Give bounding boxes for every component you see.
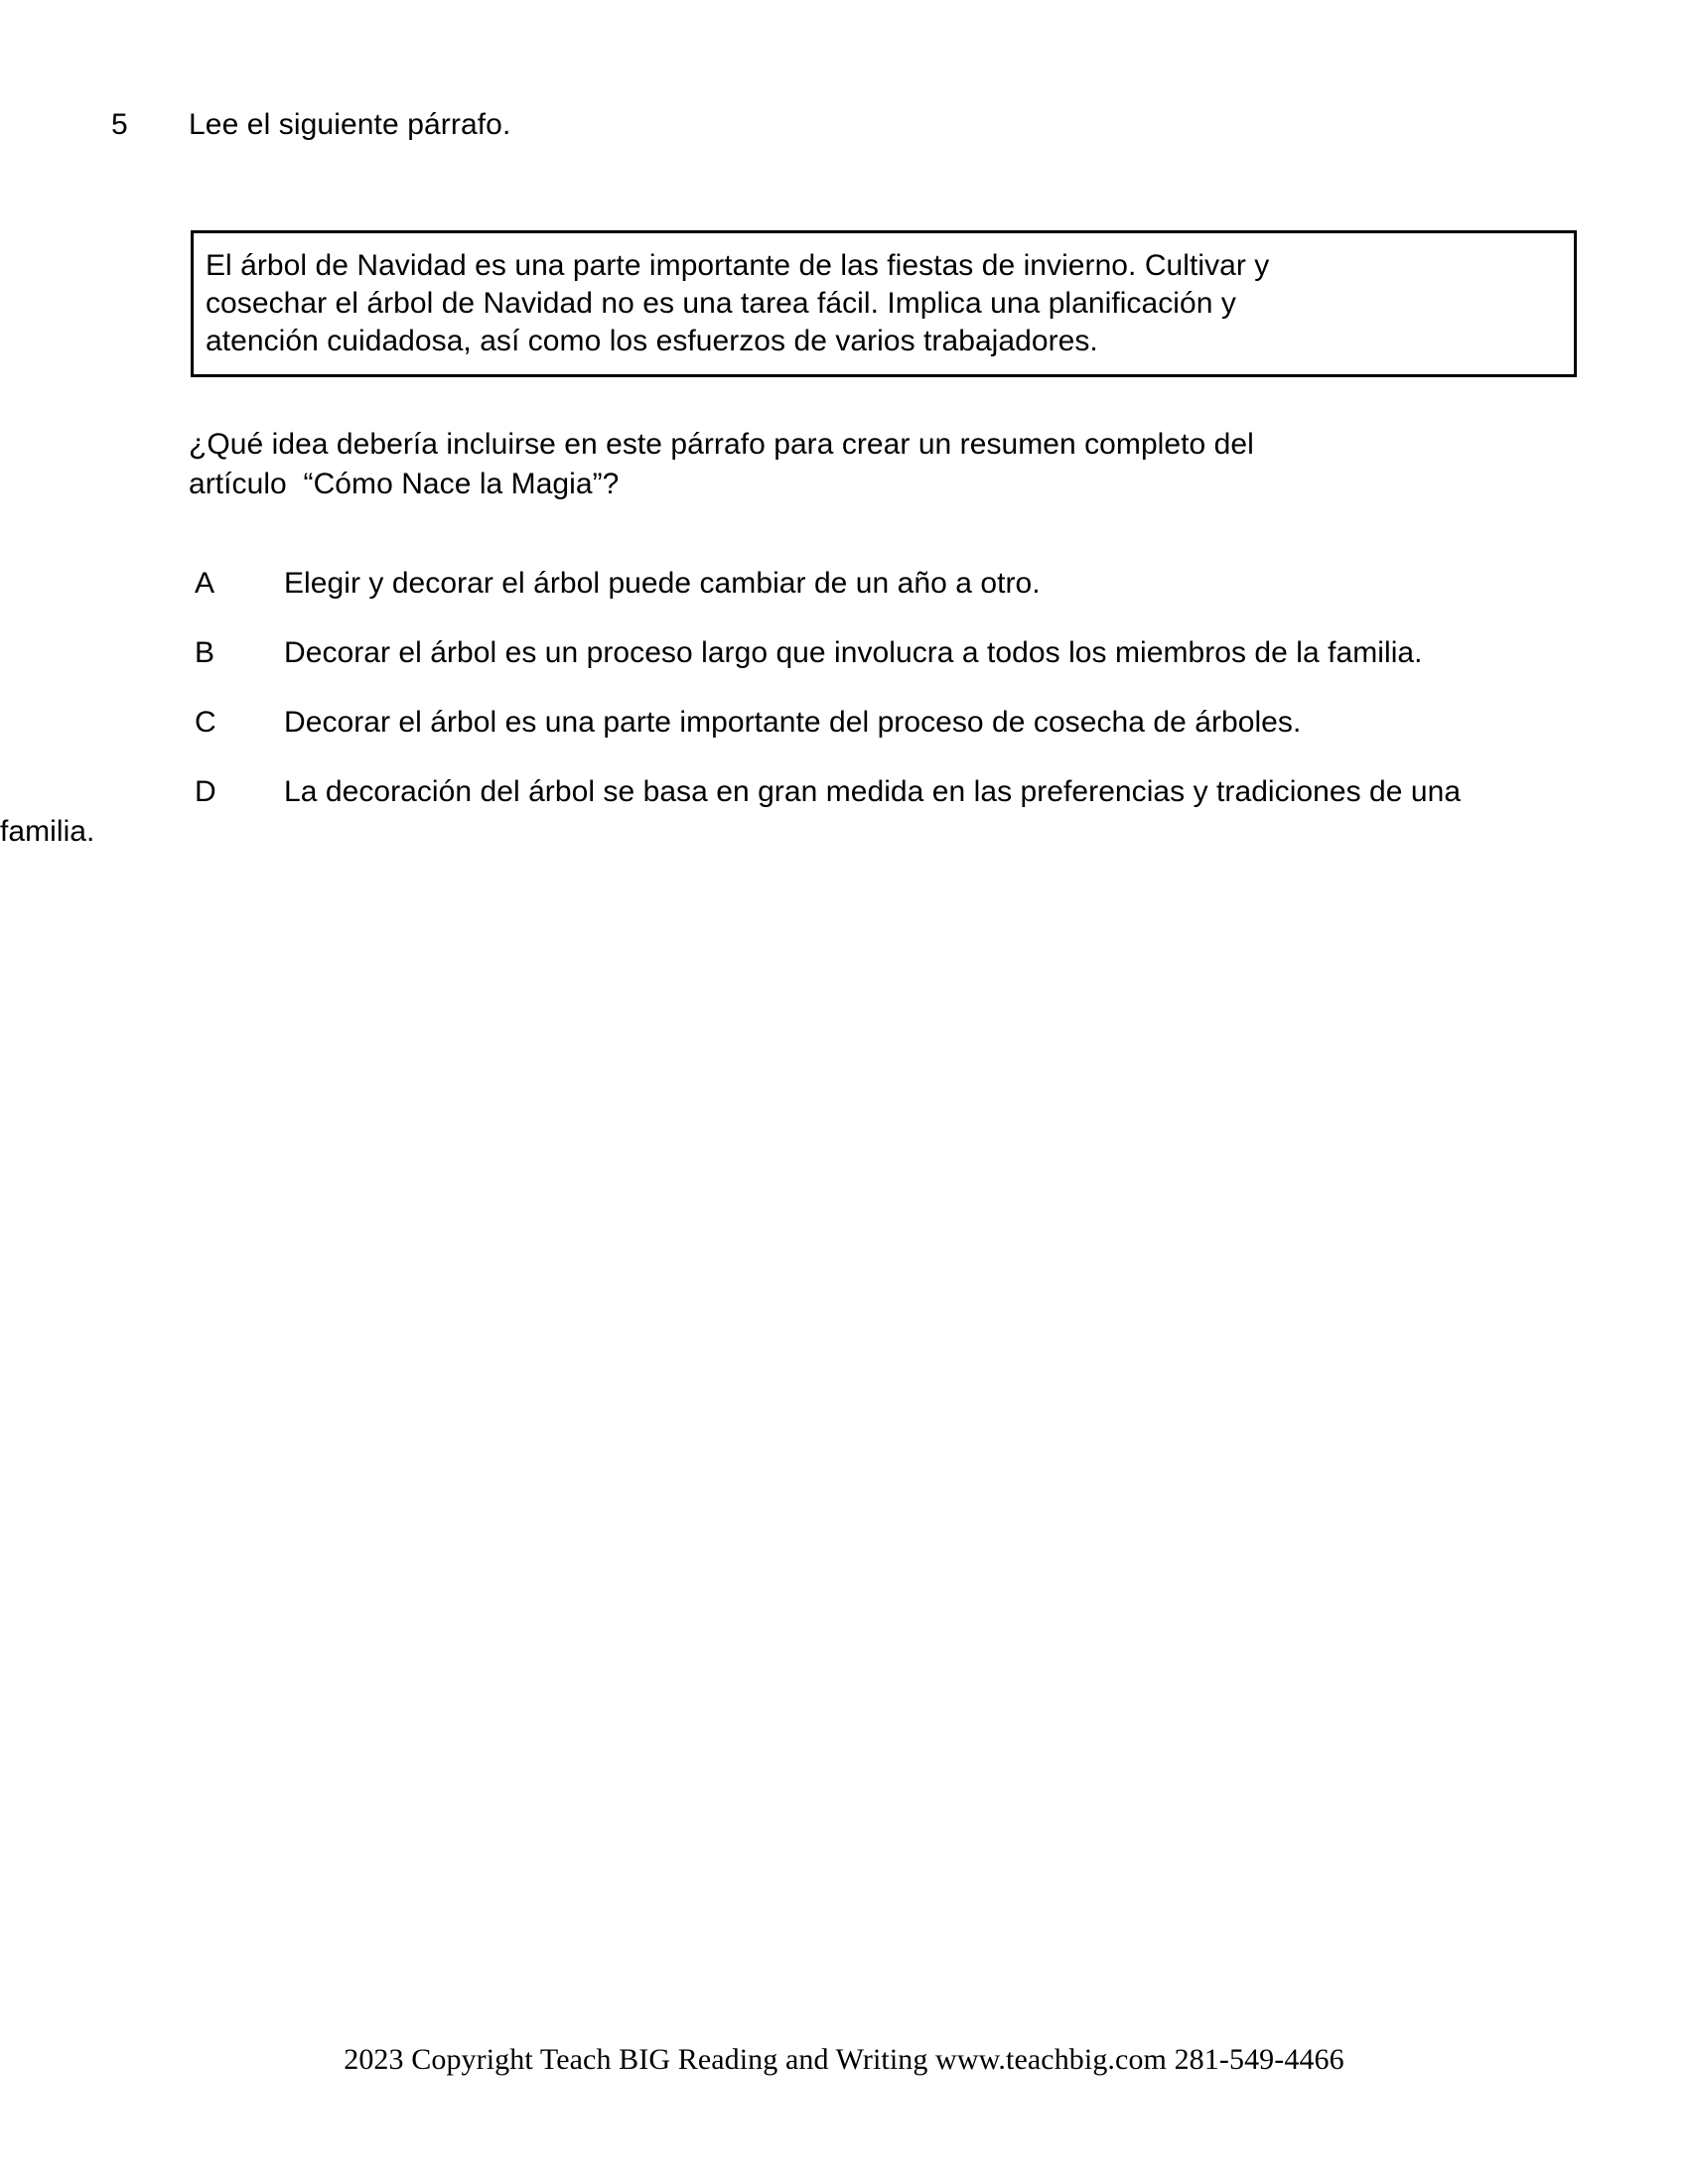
answer-choice-letter: A — [195, 567, 215, 600]
answer-choice-text: Elegir y decorar el árbol puede cambiar de un año a otro. — [284, 567, 1041, 600]
prompt-line: ¿Qué idea debería incluirse en este párrafo para crear un resumen completo del — [189, 428, 1254, 461]
stimulus-line: cosechar el árbol de Navidad no es una tarea fácil. Implica una planificación y — [206, 287, 1236, 320]
answer-choice-d[interactable] — [0, 772, 1688, 852]
question-instruction: Lee el siguiente párrafo. — [189, 108, 511, 141]
answer-choice-b[interactable] — [0, 633, 1688, 673]
stimulus-line: El árbol de Navidad es una parte importante de las fiestas de invierno. Cultivar y — [206, 249, 1270, 282]
answer-choice-letter: B — [195, 636, 215, 669]
answer-choice-text: Decorar el árbol es un proceso largo que involucra a todos los miembros de la familia. — [284, 636, 1423, 669]
answer-choice-letter: C — [195, 706, 216, 739]
page-footer: 2023 Copyright Teach BIG Reading and Writing www.teachbig.com 281-549-4466 — [344, 2043, 1344, 2076]
answer-choice-c[interactable] — [0, 703, 1688, 743]
question-number: 5 — [111, 108, 128, 141]
answer-choice-a[interactable] — [0, 564, 1688, 604]
stimulus-paragraph-box — [191, 230, 1577, 377]
answer-choice-text: La decoración del árbol se basa en gran medida en las preferencias y tradiciones de una familia. — [0, 775, 1462, 848]
answer-choice-list — [0, 564, 1688, 882]
answer-choice-text: Decorar el árbol es una parte importante del proceso de cosecha de árboles. — [284, 706, 1302, 739]
answer-choice-letter: D — [195, 775, 216, 808]
stimulus-line: atención cuidadosa, así como los esfuerzos de varios trabajadores. — [206, 325, 1098, 357]
prompt-line: artículo “Cómo Nace la Magia”? — [189, 468, 620, 500]
question-prompt — [189, 425, 1579, 504]
